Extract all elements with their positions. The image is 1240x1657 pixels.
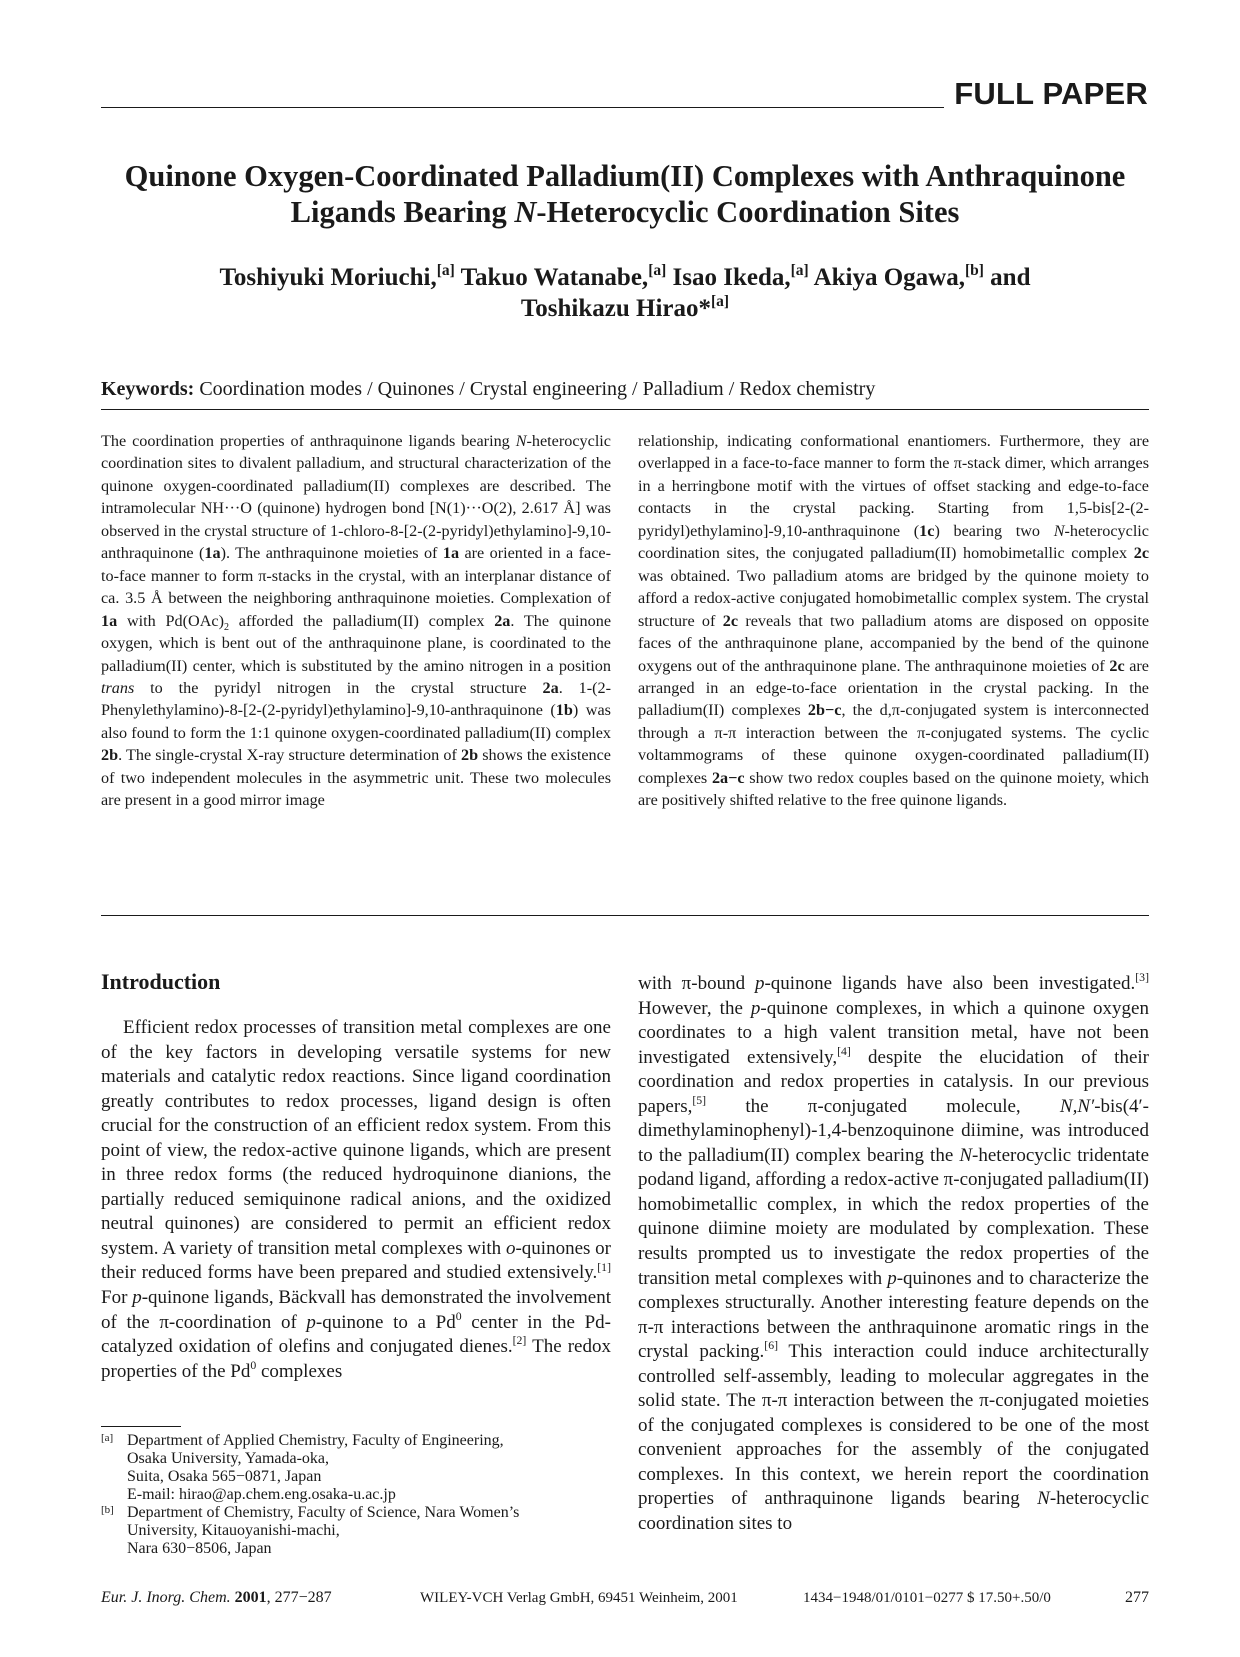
footnote-mark: [a] xyxy=(101,1432,114,1444)
footnote-line: Department of Applied Chemistry, Faculty of Engineering, xyxy=(127,1432,504,1449)
footnote-line: Department of Chemistry, Faculty of Science, Nara Women’s xyxy=(127,1504,520,1521)
keywords-text: Coordination modes / Quinones / Crystal engineering / Palladium / Redox chemistry xyxy=(199,378,876,400)
author-list xyxy=(101,262,1149,324)
title-line-2: Ligands Bearing N-Heterocyclic Coordination Sites xyxy=(290,195,960,229)
footer-issn: 1434−1948/01/0101−0277 $ 17.50+.50/0 xyxy=(803,1590,1051,1606)
author: Takuo Watanabe,[a] xyxy=(460,261,667,291)
title-line-1: Quinone Oxygen-Coordinated Palladium(II) Complexes with Anthraquinone xyxy=(124,159,1126,193)
citation: [3] xyxy=(1135,971,1149,985)
author: Isao Ikeda,[a] xyxy=(672,261,809,291)
section-label: FULL PAPER xyxy=(954,76,1148,111)
footnote-email: E-mail: hirao@ap.chem.eng.osaka-u.ac.jp xyxy=(127,1486,396,1503)
footnote-line: Osaka University, Yamada-oka, xyxy=(127,1450,330,1467)
introduction-column-right xyxy=(638,972,1149,1537)
abstract-rule-top xyxy=(101,409,1149,410)
citation: [6] xyxy=(764,1339,779,1353)
keywords xyxy=(101,376,1149,402)
paper-title xyxy=(101,158,1149,230)
introduction-heading: Introduction xyxy=(101,969,221,994)
footnote-mark: [b] xyxy=(101,1504,114,1516)
footnote-line: Suita, Osaka 565−0871, Japan xyxy=(127,1468,322,1485)
footer-journal: Eur. J. Inorg. Chem. 2001, 277−287 xyxy=(101,1589,332,1606)
footnote-line: Nara 630−8506, Japan xyxy=(127,1540,272,1557)
citation: [4] xyxy=(837,1044,851,1058)
footer-publisher: WILEY-VCH Verlag GmbH, 69451 Weinheim, 2001 xyxy=(420,1590,738,1606)
footnote-b xyxy=(101,1504,611,1558)
citation: [5] xyxy=(692,1093,707,1107)
author: Toshiyuki Moriuchi,[a] xyxy=(219,261,455,291)
body-paragraph: with π-bound p-quinone ligands have also been investigated.[3] However, the p-quinone complexes, in which a quinone oxygen coordinates to a high valent transition metal, have not been investigated extensively,[4] despite the elucidation of their coordination and redox properties in catalysis. In our previous papers,[5] the π-conjugated molecule, N,N′-bis(4′-dimethylaminophenyl)-1,4-benzoquinone diimine, was introduced to the palladium(II) complex bearing the N-heterocyclic tridentate podand ligand, affording a redox-active π-conjugated palladium(II) homobimetallic complex, in which the redox properties of the quinone diimine moiety are modulated by complexation. These results prompted us to investigate the redox properties of the transition metal complexes with p-quinones and to characterize the complexes structurally. Another interesting feature depends on the π-π interactions between the anthraquinone aromatic rings in the crystal packing.[6] This interaction could induce architecturally controlled self-assembly, leading to molecular aggregates in the solid state. The π-π interaction between the π-conjugated moieties of the conjugated complexes is considered to be one of the most convenient approaches for the assembly of the conjugated complexes. In this context, we herein report the coordination properties of anthraquinone ligands bearing N-heterocyclic coordination sites to xyxy=(638,971,1150,1535)
citation: [2] xyxy=(512,1334,527,1348)
abstract-column-right xyxy=(638,430,1149,812)
header-rule xyxy=(101,107,944,108)
author-conjunction: and xyxy=(990,264,1031,291)
abstract-paragraph: The coordination properties of anthraquinone ligands bearing N-heterocyclic coordination sites to divalent palladium, and structural characterization of the quinone oxygen-coordinated palladium(II) complexes are described. The intramolecular NH···O (quinone) hydrogen bond [N(1)···O(2), 2.617 Å] was observed in the crystal structure of 1-chloro-8-[2-(2-pyridyl)ethylamino]-9,10-anthraquinone (1a). The anthraquinone moieties of 1a are oriented in a face-to-face manner to form π-stacks in the crystal, with an interplanar distance of ca. 3.5 Å between the neighboring anthraquinone moieties. Complexation of 1a with $Pd(OAc)_2$ afforded the palladium(II) complex 2a. The quinone oxygen, which is bent out of the anthraquinone plane, is coordinated to the palladium(II) center, which is substituted by the amino nitrogen in a position trans to the pyridyl nitrogen in the crystal structure 2a. 1-(2-Phenylethylamino)-8-[2-(2-pyridyl)ethylamino]-9,10-anthraquinone (1b) was also found to form the 1:1 quinone oxygen-coordinated palladium(II) complex 2b. The single-crystal X-ray structure determination of 2b shows the existence of two independent molecules in the asymmetric unit. These two molecules are present in a good mirror image xyxy=(101,432,612,810)
body-paragraph: Efficient redox processes of transition metal complexes are one of the key factors in developing versatile systems for new materials and catalytic redox reactions. Since ligand coordination greatly contributes to redox processes, ligand design is often crucial for the construction of an efficient redox system. From this point of view, the redox-active quinone ligands, which are present in three redox forms (the reduced hydroquinone dianions, the partially reduced semiquinone radical anions, and the oxidized neutral quinones) are considered to permit an efficient redox system. A variety of transition metal complexes with o-quinones or their reduced forms have been prepared and studied extensively.[1] For p-quinone ligands, Bäckvall has demonstrated the involvement of the π-coordination of p-quinone to a Pd$^0$ center in the Pd-catalyzed oxidation of olefins and conjugated dienes.[2] The redox properties of the Pd$^0$ complexes xyxy=(101,1017,612,1382)
footnote-line: University, Kitauoyanishi-machi, xyxy=(127,1522,340,1539)
introduction-column-left xyxy=(101,1016,611,1384)
abstract-column-left xyxy=(101,430,611,812)
affiliation-footnotes xyxy=(101,1432,611,1558)
abstract-paragraph: relationship, indicating conformational enantiomers. Furthermore, they are overlapped in a face-to-face manner to form the π-stack dimer, which arranges in a herringbone motif with the virtues of offset stacking and edge-to-face contacts in the crystal packing. Starting from 1,5-bis[2-(2-pyridyl)ethylamino]-9,10-anthraquinone (1c) bearing two N-heterocyclic coordination sites, the conjugated palladium(II) homobimetallic complex 2c was obtained. Two palladium atoms are bridged by the quinone moiety to afford a redox-active conjugated homobimetallic complex system. The crystal structure of 2c reveals that two palladium atoms are disposed on opposite faces of the anthraquinone plane, accompanied by the bend of the quinone oxygens out of the anthraquinone plane. The anthraquinone moieties of 2c are arranged in an edge-to-face orientation in the crystal packing. In the palladium(II) complexes 2b−c, the d,π-conjugated system is interconnected through a π-π interaction between the π-conjugated systems. The cyclic voltammograms of these quinone oxygen-coordinated palladium(II) complexes 2a−c show two redox couples based on the quinone moiety, which are positively shifted relative to the free quinone ligands. xyxy=(638,432,1150,810)
footnote-a xyxy=(101,1432,611,1504)
author: Akiya Ogawa,[b] xyxy=(813,261,984,291)
keywords-label: Keywords: xyxy=(101,378,195,400)
footnote-rule xyxy=(101,1426,181,1427)
abstract-rule-bottom xyxy=(101,915,1149,916)
author: Toshikazu Hirao*[a] xyxy=(520,292,730,322)
citation: [1] xyxy=(597,1260,611,1274)
page-number: 277 xyxy=(1125,1589,1149,1606)
